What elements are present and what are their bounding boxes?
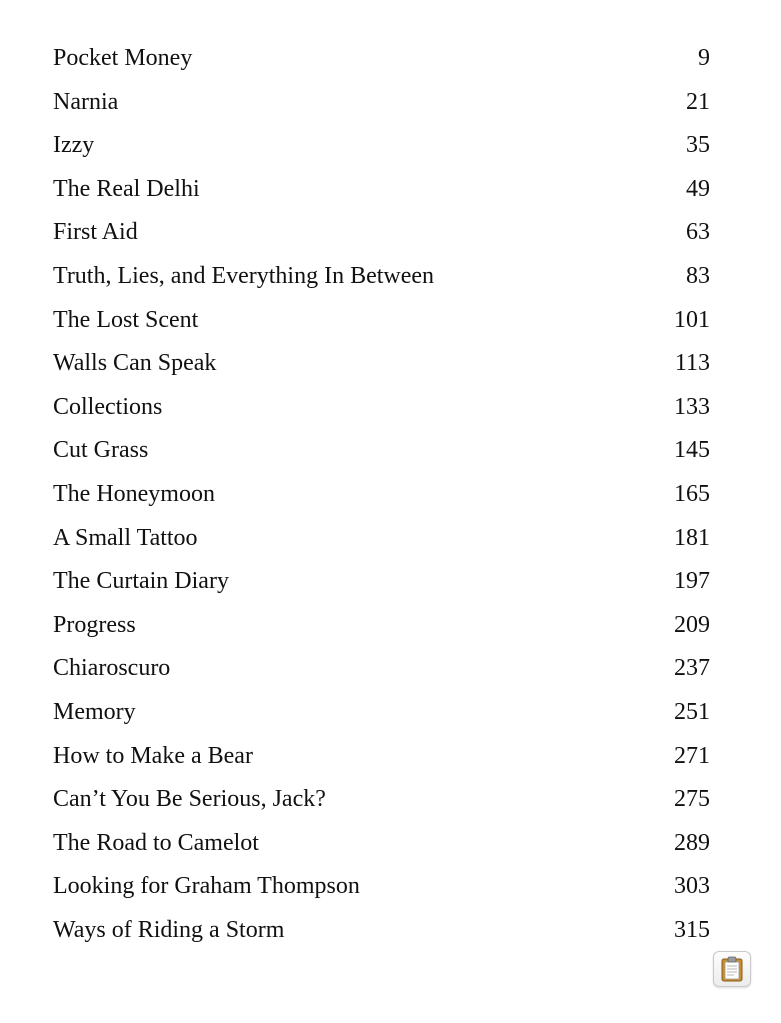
toc-entry[interactable] xyxy=(53,691,710,735)
toc-entry[interactable] xyxy=(53,124,710,168)
toc-entry-page-number: 21 xyxy=(686,88,710,115)
table-of-contents xyxy=(53,37,710,952)
toc-entry-page-number: 315 xyxy=(674,916,710,943)
toc-entry[interactable] xyxy=(53,255,710,299)
toc-entry-page-number: 83 xyxy=(686,262,710,289)
toc-entry-title: The Lost Scent xyxy=(53,306,199,333)
toc-entry-page-number: 101 xyxy=(674,306,710,333)
toc-entry-page-number: 237 xyxy=(674,655,710,682)
toc-entry-title: Narnia xyxy=(53,88,119,115)
toc-entry-title: Looking for Graham Thompson xyxy=(53,873,360,900)
toc-entry[interactable] xyxy=(53,299,710,343)
toc-entry-page-number: 165 xyxy=(674,480,710,507)
toc-entry-title: Walls Can Speak xyxy=(53,350,217,377)
toc-entry-title: The Road to Camelot xyxy=(53,829,259,856)
toc-entry-title: First Aid xyxy=(53,219,138,246)
toc-entry[interactable] xyxy=(53,778,710,822)
toc-entry[interactable] xyxy=(53,604,710,648)
toc-entry[interactable] xyxy=(53,735,710,779)
toc-entry[interactable] xyxy=(53,822,710,866)
toc-entry-page-number: 63 xyxy=(686,219,710,246)
toc-entry-title: The Honeymoon xyxy=(53,480,215,507)
toc-entry-title: Progress xyxy=(53,611,136,638)
toc-entry-page-number: 35 xyxy=(686,132,710,159)
clipboard-icon xyxy=(720,956,744,982)
toc-entry-page-number: 113 xyxy=(674,350,710,377)
toc-entry-title: Memory xyxy=(53,698,136,725)
toc-entry[interactable] xyxy=(53,211,710,255)
toc-entry-title: Ways of Riding a Storm xyxy=(53,916,285,943)
toc-entry-title: Chiaroscuro xyxy=(53,655,171,682)
toc-entry-page-number: 9 xyxy=(698,45,710,71)
clipboard-button[interactable] xyxy=(713,951,751,987)
toc-entry-page-number: 181 xyxy=(674,524,710,551)
toc-entry-title: The Curtain Diary xyxy=(53,568,229,595)
toc-entry[interactable] xyxy=(53,386,710,430)
toc-entry-page-number: 133 xyxy=(674,393,710,420)
toc-entry-title: Pocket Money xyxy=(53,45,193,71)
toc-entry[interactable] xyxy=(53,429,710,473)
toc-entry[interactable] xyxy=(53,647,710,691)
toc-entry-title: Can’t You Be Serious, Jack? xyxy=(53,786,326,813)
toc-entry[interactable] xyxy=(53,517,710,561)
toc-entry-page-number: 271 xyxy=(674,742,710,769)
toc-entry-title: Truth, Lies, and Everything In Between xyxy=(53,262,435,289)
toc-entry[interactable] xyxy=(53,473,710,517)
toc-entry-page-number: 145 xyxy=(674,437,710,464)
toc-entry-title: Collections xyxy=(53,393,163,420)
toc-entry-title: Izzy xyxy=(53,132,95,159)
toc-entry-title: Cut Grass xyxy=(53,437,149,464)
toc-entry[interactable] xyxy=(53,560,710,604)
toc-entry-page-number: 251 xyxy=(674,698,710,725)
toc-entry[interactable] xyxy=(53,342,710,386)
toc-entry-page-number: 49 xyxy=(686,175,710,202)
toc-entry[interactable] xyxy=(53,168,710,212)
toc-entry[interactable] xyxy=(53,865,710,909)
toc-entry-title: How to Make a Bear xyxy=(53,742,253,769)
toc-entry-page-number: 303 xyxy=(674,873,710,900)
toc-entry-page-number: 289 xyxy=(674,829,710,856)
toc-entry-title: The Real Delhi xyxy=(53,175,200,202)
toc-entry-page-number: 197 xyxy=(674,568,710,595)
toc-entry-page-number: 209 xyxy=(674,611,710,638)
toc-entry[interactable] xyxy=(53,909,710,953)
toc-entry-page-number: 275 xyxy=(674,786,710,813)
toc-entry[interactable] xyxy=(53,81,710,125)
toc-entry-title: A Small Tattoo xyxy=(53,524,198,551)
toc-entry[interactable] xyxy=(53,37,710,81)
